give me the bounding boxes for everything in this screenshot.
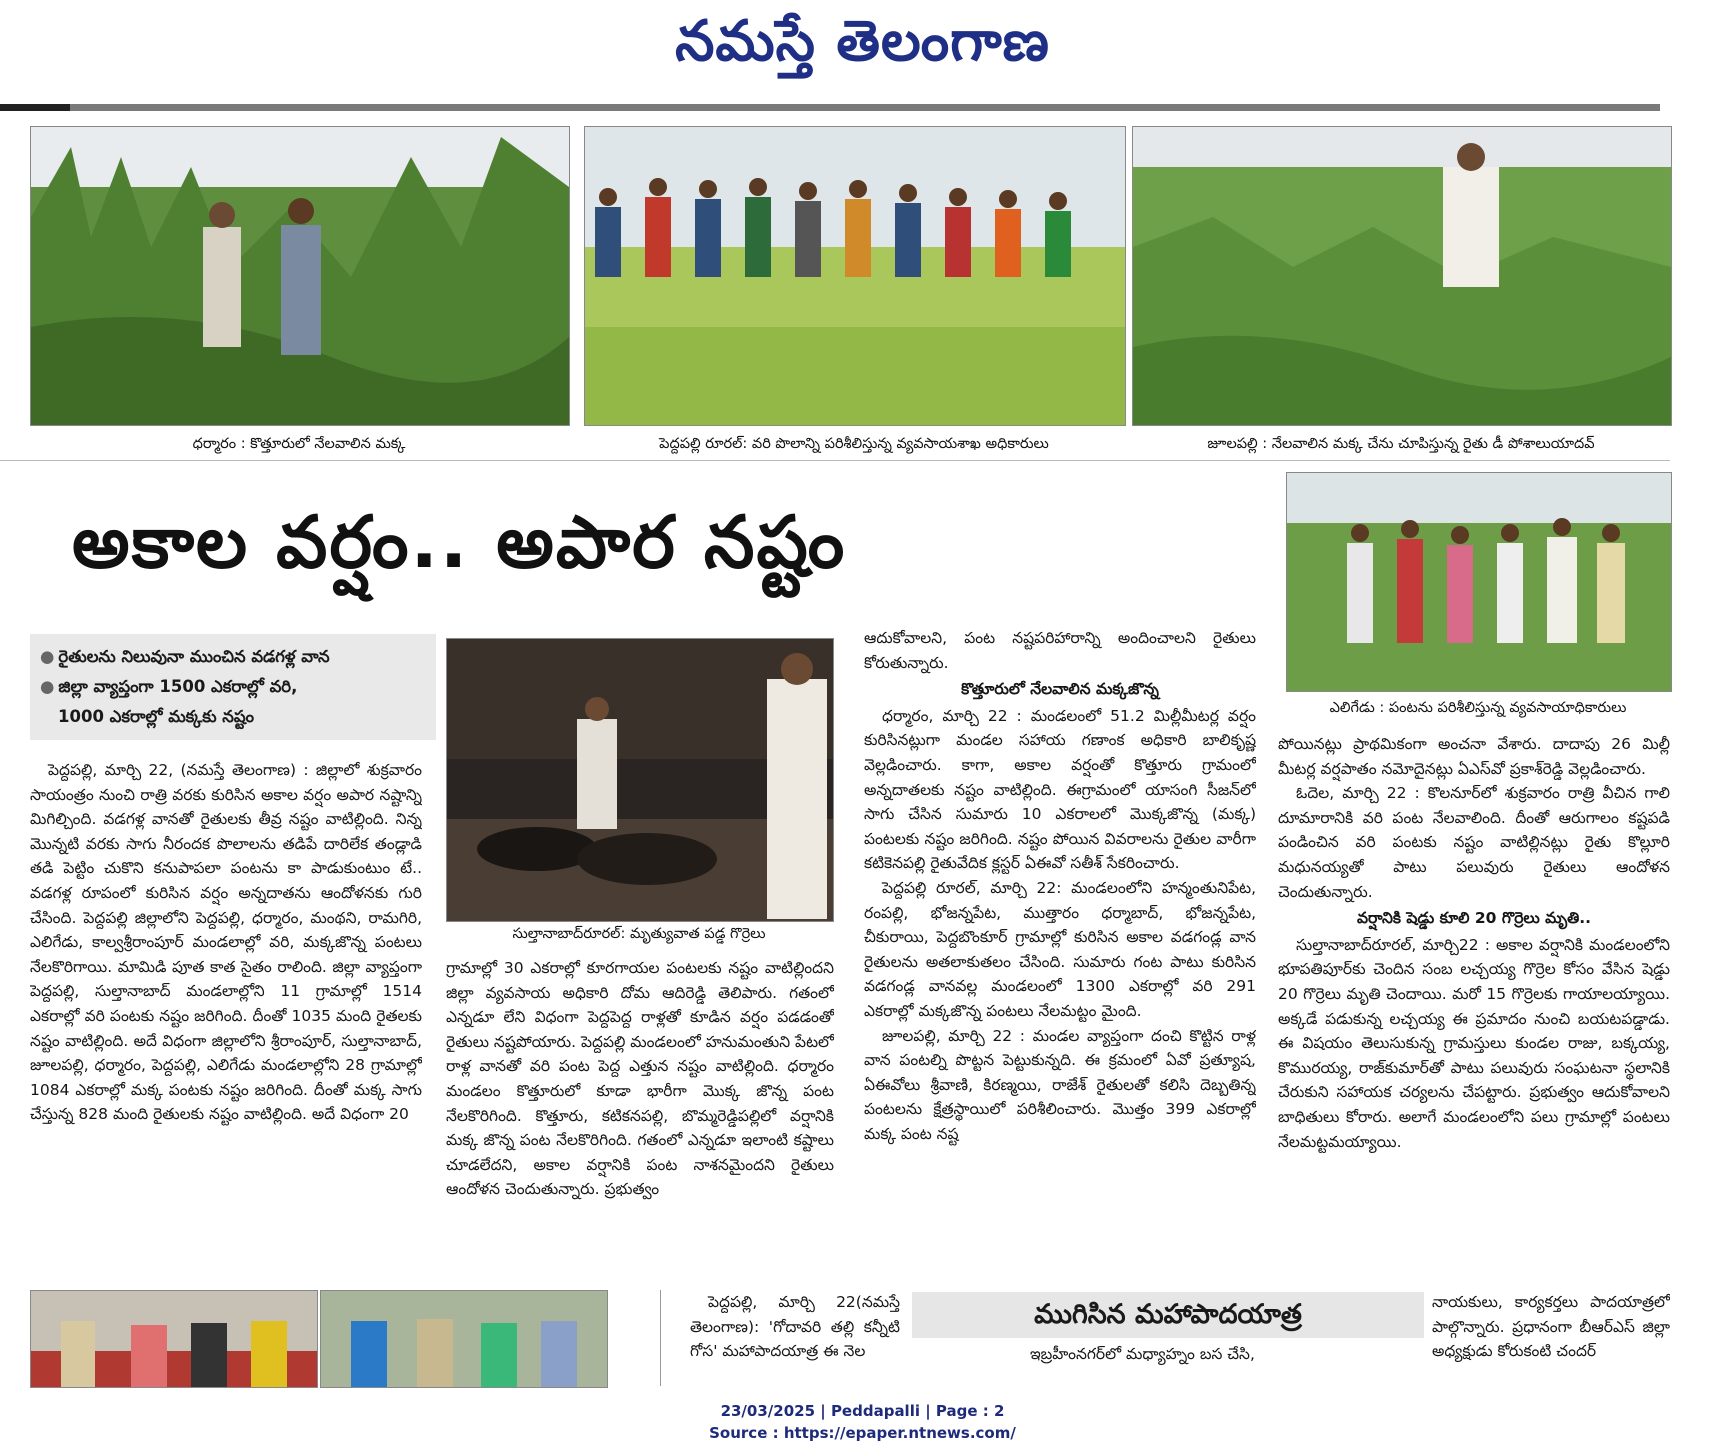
photo-maize-field-farmers bbox=[30, 126, 570, 426]
article-column-4: పోయినట్లు ప్రాథమికంగా అంచనా వేశారు. దాదాపు 26 మిల్లీ మీటర్ల వర్షపాతం నమోదైనట్లు ఏఎస్‌వో ప్రకాశ్‌రెడ్డి వెల్లడించారు. ఓదెల, మార్చి 22 : కొలనూర్‌లో శుక్రవారం రాత్రి వీచిన గాలి దూమారానికి వరి పంట నేలవాలింది. దీంతో ఆరుగాలం కష్టపడి పండించిన వరి పంటకు నష్టం వాటిల్లినట్లు రైతు కొల్లూరి మధునయ్యతో పాటు పలువురు రైతులు ఆందోళన చెందుతున్నారు. వర్షానికి షెడ్డు కూలి 20 గొర్రెలు మృతి.. సుల్తానాబాద్‌రూరల్, మార్చి22 : అకాల వర్షానికి మండలంలోని భూపతిపూర్‌కు చెందిన సంబ లచ్చయ్య గొర్రెల కోసం వేసిన షెడ్డు 20 గొర్రెలు మృతి చెందాయి. మరో 15 గొర్రెలకు గాయాలయ్యాయి. అక్కడే పడుకున్న లచ్చయ్య ఈ ప్రమాదం నుంచి బయటపడ్డాడు. ఈ విషయం తెలుసుకున్న గ్రామస్తులు కుండల రాజు, బక్కయ్య, కొమురయ్య, రాజ్‌కుమార్‌తో పాటు పలువురు సంఘటనా స్థలానికి చేరుకుని సహాయక చర్యలను చేపట్టారు. ప్రభుత్వం ఆదుకోవాలని బాధితులు కోరారు. అలాగే మండలంలోని పలు గ్రామాల్లో పంటలు నేలమట్టమయ్యాయి. bbox=[1278, 735, 1670, 1151]
photo-paddy-officials bbox=[584, 126, 1126, 426]
caption-photo-eligedu: ఎలిగేడు : పంటను పరిశీలిస్తున్న వ్యవసాయాధికారులు bbox=[1329, 700, 1627, 716]
photo-bottom-group-2 bbox=[320, 1290, 608, 1388]
bottom-separator bbox=[660, 1290, 661, 1386]
photo-eligedu-officials bbox=[1286, 472, 1672, 692]
masthead-rule-accent bbox=[0, 104, 70, 111]
headline: అకాల వర్షం.. అపార నష్టం bbox=[72, 500, 847, 584]
masthead-logo: నమస్తే తెలంగాణ bbox=[675, 8, 1050, 74]
caption-divider bbox=[0, 460, 1670, 461]
highlight-item: ● రైతులను నిలువునా ముంచిన వడగళ్ల వాన bbox=[40, 647, 330, 666]
article-column-2: గ్రామాల్లో 30 ఎకరాల్లో కూరగాయల పంటలకు నష్టం వాటిల్లిందని జిల్లా వ్యవసాయ అధికారి దోమ ఆదిరెడ్డి తెలిపారు. గతంలో ఎన్నడూ లేని విధంగా పెద్దపెద్ద రాళ్లతో కూడిన వర్షం పడడంతో రైతులు నష్టపోయారు. పెద్దపల్లి మండలంలో హనుమంతుని పేటలో రాళ్ల వానతో వరి పంట పెద్ద ఎత్తున నష్టం వాటిల్లింది. ధర్మారం మండలం కొత్తూరులో కూడా భారీగా మొక్క జొన్న పంట నేలకొరిగింది. కొత్తూరు, కటికనపల్లి, బొమ్మరెడ్డిపల్లిలో వర్షానికి మక్క జొన్న పంట నేలకొరిగింది. గతంలో ఎన్నడూ ఇలాంటి కష్టాలు చూడలేదని, అకాల వర్షానికి పంట నాశనమైందని రైతులు ఆందోళన చెందుతున్నారు. ప్రభుత్వం bbox=[446, 959, 834, 1199]
caption-photo-sultanabad: సుల్తానాబాద్‌రూరల్: మృత్యువాత పడ్డ గొర్రెలు bbox=[512, 926, 766, 942]
highlight-item: 1000 ఎకరాల్లో మక్కకు నష్టం bbox=[58, 707, 255, 726]
subheading-sheep-death: వర్షానికి షెడ్డు కూలి 20 గొర్రెలు మృతి.. bbox=[1356, 909, 1592, 928]
masthead-rule bbox=[0, 104, 1660, 111]
caption-photo-julapalli: జూలపల్లి : నేలవాలిన మక్క చేను చూపిస్తున్న రైతు డీ పోశాలుయాదవ్ bbox=[1207, 436, 1595, 452]
photo-flattened-maize-farmer bbox=[1132, 126, 1672, 426]
highlight-item: ● జిల్లా వ్యాప్తంగా 1500 ఎకరాల్లో వరి, bbox=[40, 677, 298, 696]
subheading-kothuru: కొత్తూరులో నేలవాలిన మక్కజొన్న bbox=[961, 680, 1159, 699]
bottom-article-title: ముగిసిన మహాపాదయాత్ర bbox=[912, 1292, 1424, 1338]
caption-photo-peddapalli-rural: పెద్దపల్లి రూరల్: వరి పొలాన్ని పరిశీలిస్తున్న వ్యవసాయశాఖ అధికారులు bbox=[659, 436, 1049, 452]
bottom-article-column-1: పెద్దపల్లి, మార్చి 22(నమస్తే తెలంగాణ): 'గోదావరి తల్లి కన్నీటి గోస' మహాపాదయాత్ర ఈ నెల bbox=[690, 1293, 900, 1361]
bottom-article-column-3: నాయకులు, కార్యకర్తలు పాదయాత్రలో పాల్గొన్నారు. ప్రధానంగా బీఆర్ఎస్ జిల్లా అధ్యక్షుడు కోరుకంటి చందర్ bbox=[1432, 1293, 1670, 1361]
caption-photo-dharmaram: ధర్మారం : కొత్తూరులో నేలవాలిన మక్క bbox=[192, 436, 406, 452]
article-column-3: ఆదుకోవాలని, పంట నష్టపరిహారాన్ని అందించాలని రైతులు కోరుతున్నారు. కొత్తూరులో నేలవాలిన మక్కజొన్న ధర్మారం, మార్చి 22 : మండలంలో 51.2 మిల్లీమీటర్ల వర్షం కురిసినట్లుగా మండల సహాయ గణాంక అధికారి బాలికృష్ణ వెల్లడించారు. కాగా, అకాల వర్షంతో కొత్తూరు గ్రామంలో అన్నదాతలకు నష్టం వాటిల్లింది. ఈగ్రామంలో యాసంగి సీజన్‌లో సాగు చేసిన సుమారు 10 ఎకరాలలో మొక్కజొన్న (మక్క) పంటలకు నష్టం జరిగింది. నష్టం పోయిన వివరాలను రైతుల వారీగా కటికెనపల్లి రైతువేదిక క్లస్టర్ ఏఈవో సతీశ్ సేకరించారు. పెద్దపల్లి రూరల్, మార్చి 22: మండలంలోని హన్మంతునిపేట, రంపల్లి, భోజన్నపేట, ముత్తారం ధర్మాబాద్, భోజన్నపేట, చీకురాయి, పెద్దబొంకూర్ గ్రామాల్లో కురిసిన అకాల వడగండ్ల వాన రైతులను అతలాకుతలం చేసింది. సుమారు గంట పాటు కురిసిన వడగండ్ల వానవల్ల మండలంలో 1300 ఎకరాల్లో వరి 291 ఎకరాల్లో మక్కజొన్న పంటలు నేలమట్టం మైంది. జూలపల్లి, మార్చి 22 : మండల వ్యాప్తంగా దంచి కొట్టిన రాళ్ల వాన పంటల్ని పొట్టన పెట్టుకున్నది. ఈ క్రమంలో ఏవో ప్రత్యూష, ఏఈవోలు శ్రీవాణి, కిరణ్మయి, రాజేశ్ రైతులతో కలిసి దెబ్బతిన్న పంటలను క్షేత్రస్థాయిలో పరిశీలించారు. మొత్తం 399 ఎకరాల్లో మక్క పంట నష్ట bbox=[864, 629, 1256, 1143]
footer-source-link[interactable]: Source : https://epaper.ntnews.com/ bbox=[709, 1424, 1016, 1442]
bottom-article-column-2: ఇబ్రహీంనగర్‌లో మధ్యాహ్నం బస చేసి, bbox=[1030, 1345, 1255, 1363]
highlights-box bbox=[30, 634, 436, 740]
photo-dead-sheep bbox=[446, 638, 834, 922]
footer-date-page: 23/03/2025 | Peddapalli | Page : 2 bbox=[720, 1402, 1005, 1420]
photo-bottom-group-1 bbox=[30, 1290, 318, 1388]
article-column-1: పెద్దపల్లి, మార్చి 22, (నమస్తే తెలంగాణ) : జిల్లాలో శుక్రవారం సాయంత్రం నుంచి రాత్రి వరకు కురిసిన అకాల వర్షం అపార నష్టాన్ని మిగిల్చింది. వడగళ్ల వానతో రైతులకు తీవ్ర నష్టం వాటిల్లింది. నిన్న మొన్నటి వరకు సాగు నీరందక పొలాలను తడిపే దారిలేక తండ్లాడి తడి పెట్టిం చుకొని కనుపాపలా పంటను కా పాడుకుంటుం టే.. వడగళ్ల రూపంలో కురిసిన వర్షం అన్నదాతను ఆందోళనకు గురి చేసింది. పెద్దపల్లి జిల్లాలోని పెద్దపల్లి, ధర్మారం, మంథని, రామగిరి, ఎలిగేడు, కాల్వశ్రీరాంపూర్ మండలాల్లో వరి, మక్కజొన్న పంటలు నేలకొరిగాయి. మామిడి పూత కాత సైతం రాలింది. జిల్లా వ్యాప్తంగా పెద్దపల్లి, సుల్తానాబాద్ మండలాల్లోని 11 గ్రామాల్లో 1514 ఎకరాల్లో వరి పంటకు నష్టం జరిగింది. దీంతో 1035 మంది రైతలకు నష్టం వాటిల్లింది. అదే విధంగా జిల్లాలోని శ్రీరాంపూర్, సుల్తానాబాద్, జూలపల్లి, ధర్మారం, పెద్దపల్లి, ఎలిగేడు మండలాల్లోని 28 గ్రామాల్లో 1084 ఎకరాల్లో మక్క పంటకు నష్టం జరిగింది. దీంతో మక్క సాగు చేస్తున్న 828 మంది రైతులకు నష్టం వాటిల్లింది. అదే విధంగా 20 bbox=[30, 761, 422, 1124]
